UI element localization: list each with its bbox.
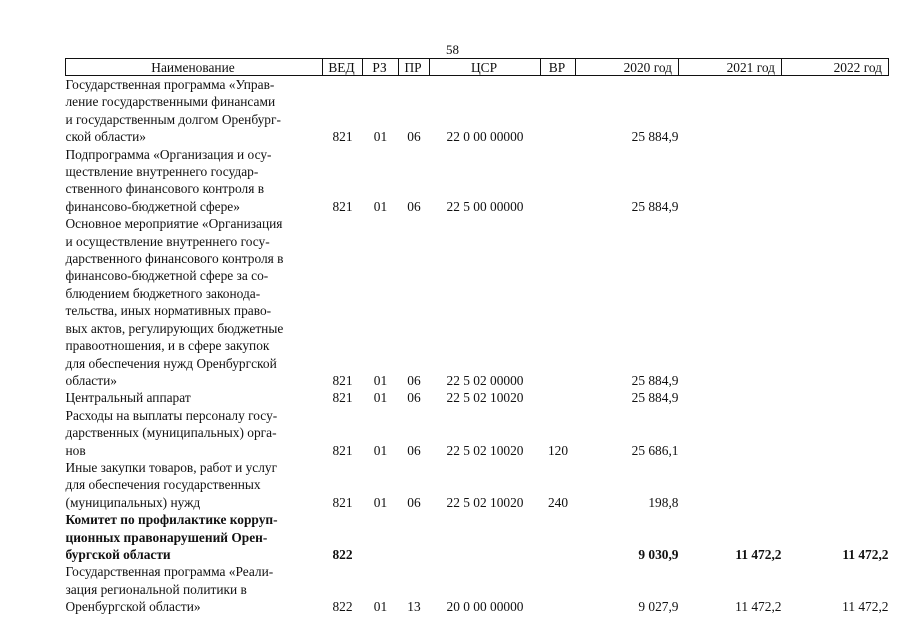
cell-csr: 22 5 02 10020 xyxy=(446,494,524,510)
cell-csr xyxy=(430,511,541,563)
header-pr: ПР xyxy=(399,59,430,76)
cell-ved: 821 xyxy=(332,390,353,406)
cell-name xyxy=(66,76,323,146)
header-2022: 2022 год xyxy=(782,59,889,76)
name-line: ской области» xyxy=(65,129,146,145)
cell-2022: 11 472,2 xyxy=(842,546,889,562)
cell-vr xyxy=(541,215,576,389)
budget-table xyxy=(65,58,889,616)
cell-2022 xyxy=(782,146,889,216)
page-number: 58 xyxy=(446,42,459,57)
cell-2020: 9 030,9 xyxy=(638,546,679,562)
cell-name xyxy=(66,407,323,459)
name-line: Иные закупки товаров, работ и услуг xyxy=(65,459,278,475)
cell-rz: 01 xyxy=(373,372,388,388)
name-line: для обеспечения государственных xyxy=(65,477,261,493)
cell-2021 xyxy=(679,146,782,216)
cell-vr xyxy=(541,76,576,146)
header-csr: ЦСР xyxy=(430,59,541,76)
cell-2022: 11 472,2 xyxy=(842,599,889,615)
table-body xyxy=(66,76,889,616)
cell-2020: 25 884,9 xyxy=(631,198,679,214)
table-row xyxy=(66,389,889,406)
cell-rz: 01 xyxy=(373,442,388,458)
cell-name xyxy=(66,389,323,406)
cell-csr: 20 0 00 00000 xyxy=(446,599,524,615)
cell-ved: 821 xyxy=(332,372,353,388)
header-vr: ВР xyxy=(541,59,576,76)
name-line: Основное мероприятие «Организация xyxy=(65,216,283,232)
table-row xyxy=(66,459,889,511)
table-row xyxy=(66,146,889,216)
cell-2022 xyxy=(782,215,889,389)
cell-rz xyxy=(363,511,399,563)
cell-name xyxy=(66,563,323,615)
header-2020: 2020 год xyxy=(576,59,679,76)
cell-vr xyxy=(541,563,576,615)
cell-ved: 821 xyxy=(332,442,353,458)
cell-2021: 11 472,2 xyxy=(735,546,782,562)
name-line: и государственным долгом Оренбург- xyxy=(65,111,281,127)
name-line: ционных правонарушений Орен- xyxy=(65,529,268,545)
cell-pr: 06 xyxy=(407,372,421,388)
cell-pr: 06 xyxy=(407,198,421,214)
name-line: области» xyxy=(65,372,117,388)
cell-2022 xyxy=(782,389,889,406)
cell-2020: 198,8 xyxy=(648,494,679,510)
cell-pr: 06 xyxy=(407,494,421,510)
table-row xyxy=(66,407,889,459)
cell-rz: 01 xyxy=(373,599,388,615)
name-line: бургской области xyxy=(65,546,171,562)
name-line: Расходы на выплаты персоналу госу- xyxy=(65,407,278,423)
name-line: Государственная программа «Управ- xyxy=(65,77,275,92)
cell-2022 xyxy=(782,76,889,146)
cell-name xyxy=(66,215,323,389)
name-line: блюдением бюджетного законода- xyxy=(65,285,261,301)
cell-2020: 25 884,9 xyxy=(631,390,679,406)
cell-pr xyxy=(399,511,430,563)
cell-2021: 11 472,2 xyxy=(735,599,782,615)
name-line: ление государственными финансами xyxy=(65,94,276,110)
cell-name xyxy=(66,511,323,563)
cell-csr: 22 5 00 00000 xyxy=(446,198,524,214)
name-line: Комитет по профилактике корруп- xyxy=(65,512,278,528)
cell-vr: 240 xyxy=(547,494,569,510)
name-line: (муниципальных) нужд xyxy=(65,494,201,510)
name-line: тельства, иных нормативных право- xyxy=(65,303,272,319)
table-row xyxy=(66,76,889,146)
name-line: Государственная программа «Реали- xyxy=(65,564,274,580)
cell-ved: 822 xyxy=(332,599,353,615)
name-line: нов xyxy=(65,442,86,458)
cell-2022 xyxy=(782,407,889,459)
cell-2021 xyxy=(679,76,782,146)
table-row xyxy=(66,511,889,563)
cell-2022 xyxy=(782,459,889,511)
name-line: дарственного финансового контроля в xyxy=(65,251,284,267)
cell-ved: 822 xyxy=(332,546,353,562)
cell-vr xyxy=(541,511,576,563)
name-line: вых актов, регулирующих бюджетные xyxy=(65,320,284,336)
name-line: ственного финансового контроля в xyxy=(65,181,265,197)
cell-vr xyxy=(541,389,576,406)
name-line: дарственных (муниципальных) орга- xyxy=(65,425,277,441)
name-line: ществление внутреннего государ- xyxy=(65,164,259,180)
cell-2021 xyxy=(679,407,782,459)
cell-csr: 22 5 02 10020 xyxy=(446,390,524,406)
cell-2020: 25 686,1 xyxy=(631,442,679,458)
name-line: Оренбургской области» xyxy=(65,599,201,615)
cell-vr: 120 xyxy=(547,442,569,458)
cell-rz: 01 xyxy=(373,494,388,510)
cell-csr: 22 5 02 00000 xyxy=(446,372,524,388)
header-rz: РЗ xyxy=(363,59,399,76)
cell-pr: 06 xyxy=(407,129,421,145)
name-line: Подпрограмма «Организация и осу- xyxy=(65,146,272,162)
table-row xyxy=(66,563,889,615)
cell-2020: 25 884,9 xyxy=(631,129,679,145)
name-line: финансово-бюджетной сфере за со- xyxy=(65,268,269,284)
name-line: правоотношения, и в сфере закупок xyxy=(65,338,270,354)
cell-csr: 22 5 02 10020 xyxy=(446,442,524,458)
cell-name xyxy=(66,459,323,511)
cell-2021 xyxy=(679,215,782,389)
cell-2020: 9 027,9 xyxy=(638,599,679,615)
cell-name xyxy=(66,146,323,216)
cell-pr: 06 xyxy=(407,390,421,406)
table-row xyxy=(66,215,889,389)
header-ved: ВЕД xyxy=(323,59,363,76)
cell-csr: 22 0 00 00000 xyxy=(446,129,524,145)
cell-2020: 25 884,9 xyxy=(631,372,679,388)
name-line: Центральный аппарат xyxy=(65,390,191,406)
cell-2021 xyxy=(679,459,782,511)
cell-pr: 06 xyxy=(407,442,421,458)
cell-rz: 01 xyxy=(373,390,388,406)
name-line: и осуществление внутреннего госу- xyxy=(65,233,270,249)
name-line: для обеспечения нужд Оренбургской xyxy=(65,355,277,371)
cell-vr xyxy=(541,146,576,216)
table-header-row xyxy=(66,59,889,76)
cell-rz: 01 xyxy=(373,198,388,214)
cell-ved: 821 xyxy=(332,494,353,510)
cell-rz: 01 xyxy=(373,129,388,145)
name-line: зация региональной политики в xyxy=(65,581,247,597)
cell-pr: 13 xyxy=(407,599,421,615)
name-line: финансово-бюджетной сфере» xyxy=(65,198,240,214)
header-2021: 2021 год xyxy=(679,59,782,76)
cell-2021 xyxy=(679,389,782,406)
header-name: Наименование xyxy=(66,59,323,76)
cell-ved: 821 xyxy=(332,198,353,214)
cell-ved: 821 xyxy=(332,129,353,145)
